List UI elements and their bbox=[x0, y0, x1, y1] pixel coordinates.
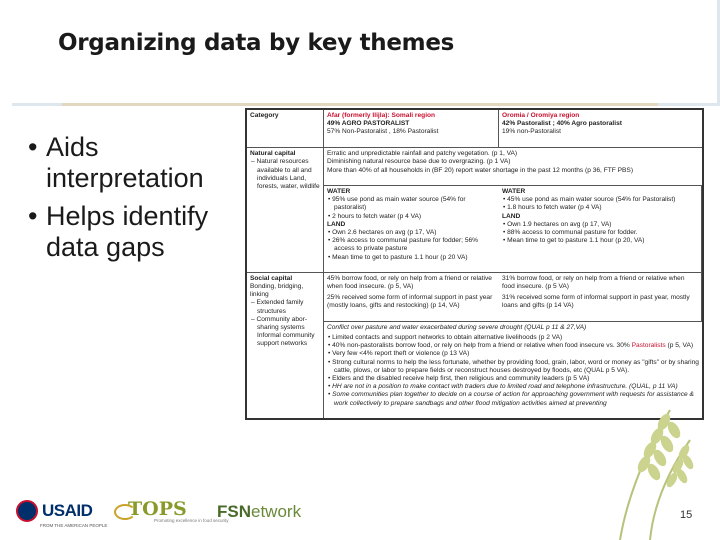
row-text: WATER bbox=[327, 187, 351, 195]
category-sub: – Extended family structures bbox=[251, 299, 304, 315]
row-text: 45% borrow food, or rely on help from a friend or relative when food insecure. (p 5, VA) bbox=[327, 274, 492, 291]
header-text: 57% Non-Pastoralist , 18% Pastoralist bbox=[327, 128, 439, 136]
bullet-dot: • bbox=[28, 132, 38, 162]
usaid-seal-icon bbox=[16, 500, 38, 522]
row-text: • 2 hours to fetch water (p 4 VA) bbox=[328, 212, 422, 220]
natural-col2 bbox=[499, 186, 702, 273]
tops-logo-text: TOPS bbox=[128, 498, 187, 520]
footer-logos bbox=[0, 496, 720, 536]
row-text: • 1.8 hours to fetch water (p 4 VA) bbox=[503, 204, 602, 212]
row-text-part: • 40% non-pastoralists borrow food, or rely on help from a friend or relative when food insecure vs. 30% bbox=[328, 342, 632, 350]
natural-col1 bbox=[324, 186, 499, 273]
row-text-highlight: Pastoralists bbox=[631, 342, 666, 350]
row-text: LAND bbox=[502, 212, 521, 220]
header-text: 49% AGRO PASTORALIST bbox=[327, 120, 410, 128]
row-text: LAND bbox=[327, 220, 346, 228]
category-sub: – Community abor-sharing systems Informal community support networks bbox=[251, 315, 315, 348]
bullet-text: Aids interpretation bbox=[46, 132, 204, 193]
category-label: Natural capital bbox=[250, 150, 296, 158]
header-text: 42% Pastoralist ; 40% Agro pastoralist bbox=[502, 120, 622, 128]
bullet-text: Helps identify data gaps bbox=[46, 201, 209, 262]
row-text: 31% received some form of informal support in past year, mostly loans and gifts (p 14 VA) bbox=[502, 294, 690, 310]
row-text: Erratic and unpredictable rainfall and patchy vegetation. (p 1, VA) bbox=[327, 150, 518, 158]
row-text: • Strong cultural norms to help the less fortunate, whether by providing food, grain, labor, word or money as "gifts" or by sharing cattle, plows, or labor to prepare fields or reconstruct houses destroyed by floods, etc (QUAL p 5 VA). bbox=[328, 358, 699, 374]
table-header-category bbox=[247, 110, 324, 148]
usaid-tagline: FROM THE AMERICAN PEOPLE bbox=[40, 523, 108, 528]
data-table-image bbox=[245, 108, 704, 420]
header-text: Afar (formerly Ilijla): Somali region bbox=[327, 112, 436, 119]
row-text-part: (p 5, VA) bbox=[665, 342, 694, 350]
header-text: Oromia / Oromiya region bbox=[502, 112, 580, 119]
row-text: • Limited contacts and support networks to obtain alternative livelihoods (p 2 VA) bbox=[328, 334, 563, 342]
row-text: • 45% use pond as main water source (54% for Pastoralist) bbox=[503, 196, 676, 204]
row-text: More than 40% of all households in (BF 20) report water shortage in the past 12 months (p 36, FTF PBS) bbox=[327, 166, 634, 174]
page-number: 15 bbox=[680, 509, 693, 521]
row-text: • 26% access to communal pasture for fodder; 56% access to private pasture bbox=[328, 237, 479, 253]
category-social bbox=[247, 273, 324, 418]
bullet-list bbox=[28, 132, 243, 270]
category-sub: Bonding, bridging, linking bbox=[250, 283, 304, 299]
header-text: 19% non-Pastoralist bbox=[502, 128, 562, 136]
usaid-logo bbox=[16, 500, 92, 522]
tops-tagline: Promoting excellence in food security bbox=[154, 518, 229, 523]
row-text: WATER bbox=[502, 187, 526, 195]
row-text: Diminishing natural resource base due to overgrazing. (p 1 VA) bbox=[327, 158, 511, 166]
tops-swirl-icon bbox=[114, 504, 136, 520]
bullet-item bbox=[28, 132, 243, 194]
fsn-logo-text-suffix: etwork bbox=[251, 502, 302, 521]
table-header-col1 bbox=[324, 110, 499, 148]
row-text: • Mean time to get to pasture 1.1 hour (p 20, VA) bbox=[503, 237, 645, 245]
row-text: • 95% use pond as main water source (54% for pastoralist) bbox=[328, 196, 466, 212]
row-text: • Own 2.6 hectares on avg (p 17, VA) bbox=[328, 228, 437, 236]
bullet-item bbox=[28, 201, 243, 263]
row-text: • Elders and the disabled receive help first, then religious and community leaders (p 5 VA) bbox=[328, 375, 590, 383]
category-sub: – Natural resources available to all and individuals Land, forests, water, wildlife bbox=[251, 158, 320, 190]
row-text: • 88% access to communal pasture for fodder. bbox=[503, 228, 638, 236]
usaid-logo-text: USAID bbox=[42, 501, 93, 520]
social-col1 bbox=[324, 273, 499, 322]
social-col2 bbox=[499, 273, 702, 322]
fsn-network-logo bbox=[217, 502, 301, 522]
row-text: 31% borrow food, or rely on help from a friend or relative when food insecure. (p 5 VA) bbox=[502, 274, 685, 291]
natural-intro bbox=[324, 148, 702, 186]
slide-title: Organizing data by key themes bbox=[58, 30, 455, 56]
row-text: 25% received some form of informal support in past year (mostly loans, gifts and restocking) (p 14, VA) bbox=[327, 294, 493, 310]
bullet-dot: • bbox=[28, 201, 38, 231]
row-text: Conflict over pasture and water exacerbated during severe drought (QUAL p 11 & 27,VA) bbox=[327, 323, 587, 331]
title-divider bbox=[62, 103, 658, 106]
header-text: Category bbox=[250, 112, 279, 119]
row-text: • Mean time to get to pasture 1.1 hour (p 20 VA) bbox=[328, 253, 468, 261]
row-text: • HH are not in a position to make contact with traders due to limited road and telephone infrastructure. (QUAL, p 11 VA) bbox=[328, 383, 678, 391]
row-text: • Own 1.9 hectares on avg (p 17, VA) bbox=[503, 220, 612, 228]
category-natural bbox=[247, 148, 324, 273]
fsn-logo-text: FSN bbox=[217, 502, 251, 521]
table-header-col2 bbox=[499, 110, 702, 148]
row-text: • Very few <4% report theft or violence (p 13 VA) bbox=[328, 350, 470, 358]
row-text bbox=[327, 342, 699, 350]
row-text: • Some communities plan together to decide on a course of action for approaching government with requests for assistance & work collectively to prepare sandbags and other flood mitigation activities aimed at preventing bbox=[328, 391, 694, 407]
tops-logo bbox=[128, 498, 229, 523]
category-label: Social capital bbox=[250, 274, 293, 282]
